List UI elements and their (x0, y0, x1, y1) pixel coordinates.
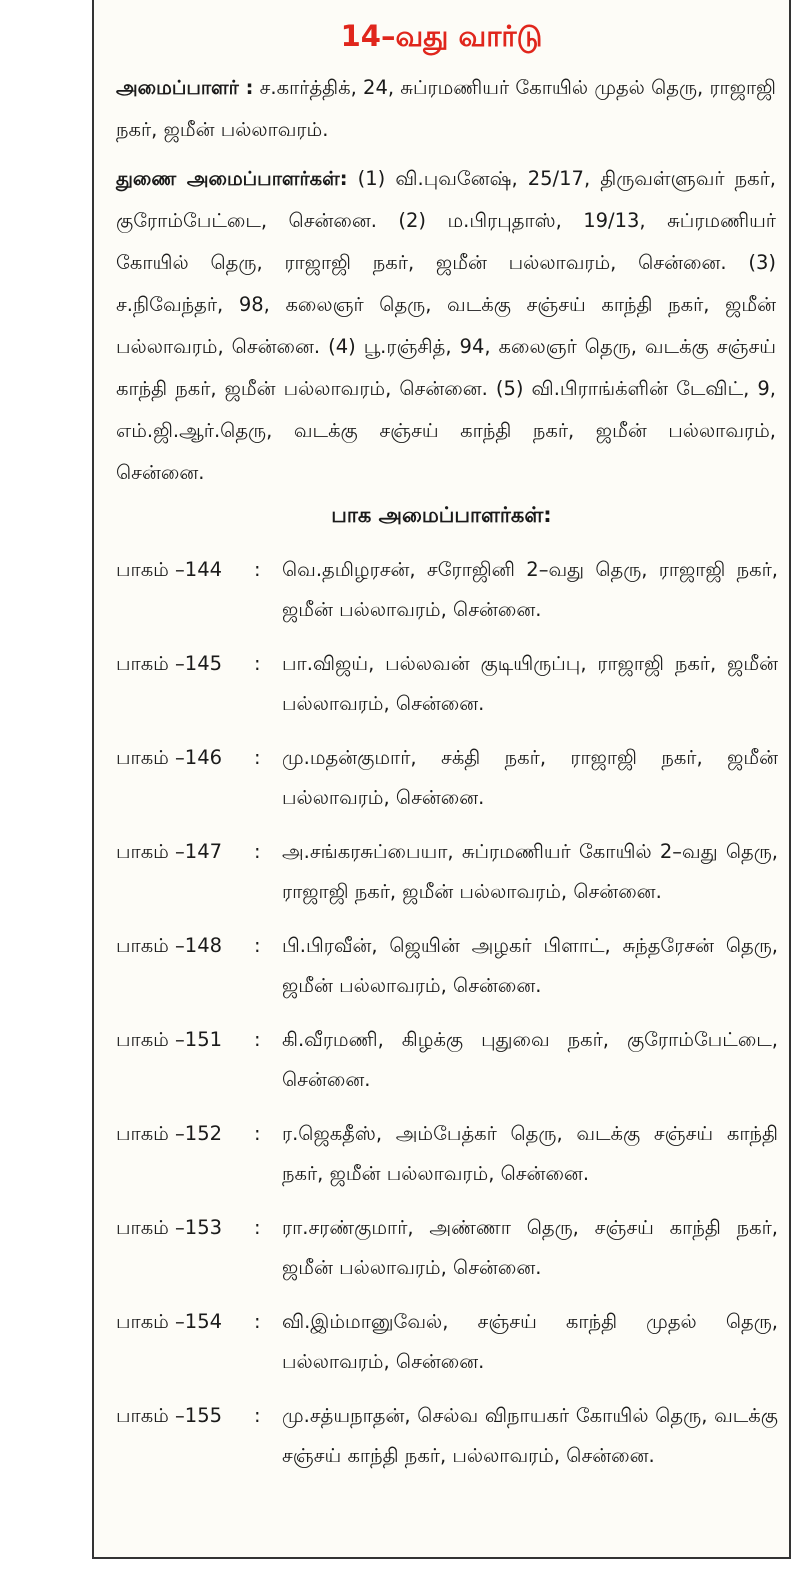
part-number: பாகம் –144 (116, 558, 223, 581)
list-item (116, 926, 778, 1006)
part-colon: : (254, 1028, 261, 1051)
part-organizer: வெ.தமிழரசன், சரோஜினி 2–வது தெரு, ராஜாஜி நகர், ஜமீன் பல்லாவரம், சென்னை. (282, 558, 778, 621)
list-item (116, 1114, 778, 1194)
part-colon: : (254, 1310, 261, 1333)
part-number: பாகம் –151 (116, 1028, 223, 1051)
part-number: பாகம் –153 (116, 1216, 223, 1239)
list-item (116, 1208, 778, 1288)
part-organizer: பி.பிரவீன், ஜெயின் அழகர் பிளாட், சுந்தரேசன் தெரு, ஜமீன் பல்லாவரம், சென்னை. (282, 934, 778, 997)
part-organizer: அ.சங்கரசுப்பையா, சுப்ரமணியர் கோயில் 2–வது தெரு, ராஜாஜி நகர், ஜமீன் பல்லாவரம், சென்னை. (282, 840, 778, 903)
part-organizer: மு.சத்யநாதன், செல்வ விநாயகர் கோயில் தெரு, வடக்கு சஞ்சய் காந்தி நகர், பல்லாவரம், சென்னை. (282, 1404, 778, 1467)
section-heading: பாக அமைப்பாளர்கள்: (331, 503, 552, 527)
part-colon: : (254, 1404, 261, 1427)
part-colon: : (254, 840, 261, 863)
ward-heading: 14–வது வார்டு (340, 19, 543, 53)
document-frame (92, 0, 791, 1559)
list-item (116, 1302, 778, 1382)
part-number: பாகம் –148 (116, 934, 223, 957)
organizer-label: அமைப்பாளர் : (116, 76, 254, 99)
part-number: பாகம் –146 (116, 746, 223, 769)
list-item (116, 550, 778, 630)
list-item (116, 644, 778, 724)
part-number: பாகம் –155 (116, 1404, 223, 1427)
part-number: பாகம் –145 (116, 652, 223, 675)
part-colon: : (254, 1216, 261, 1239)
part-colon: : (254, 558, 261, 581)
part-organizer: மு.மதன்குமார், சக்தி நகர், ராஜாஜி நகர், ஜமீன் பல்லாவரம், சென்னை. (282, 746, 778, 809)
deputies-text: (1) வி.புவனேஷ், 25/17, திருவள்ளுவர் நகர், குரோம்பேட்டை, சென்னை. (2) ம.பிரபுதாஸ், 19/13, சுப்ரமணியர் கோயில் தெரு, ராஜாஜி நகர், ஜமீன் பல்லாவரம், சென்னை. (3) ச.நிவேந்தர், 98, கலைஞர் தெரு, வடக்கு சஞ்சய் காந்தி நகர், ஜமீன் பல்லாவரம், சென்னை. (4) பூ.ரஞ்சித், 94, கலைஞர் தெரு, வடக்கு சஞ்சய் காந்தி நகர், ஜமீன் பல்லாவரம், சென்னை. (5) வி.பிராங்க்ளின் டேவிட், 9, எம்.ஜி.ஆர்.தெரு, வடக்கு சஞ்சய் காந்தி நகர், ஜமீன் பல்லாவரம், சென்னை. (116, 167, 776, 484)
part-number: பாகம் –152 (116, 1122, 223, 1145)
part-number: பாகம் –154 (116, 1310, 223, 1333)
part-colon: : (254, 746, 261, 769)
part-colon: : (254, 652, 261, 675)
part-colon: : (254, 1122, 261, 1145)
list-item (116, 1396, 778, 1476)
deputies-paragraph (116, 158, 776, 494)
organizer-paragraph (116, 67, 776, 151)
part-organizer: கி.வீரமணி, கிழக்கு புதுவை நகர், குரோம்பேட்டை, சென்னை. (282, 1028, 778, 1091)
organizer-text: ச.கார்த்திக், 24, சுப்ரமணியர் கோயில் முதல் தெரு, ராஜாஜி நகர், ஜமீன் பல்லாவரம். (116, 76, 776, 141)
parts-list (116, 550, 778, 1490)
list-item (116, 832, 778, 912)
list-item (116, 1020, 778, 1100)
part-organizer: வி.இம்மானுவேல், சஞ்சய் காந்தி முதல் தெரு, பல்லாவரம், சென்னை. (282, 1310, 778, 1373)
part-organizer: பா.விஜய், பல்லவன் குடியிருப்பு, ராஜாஜி நகர், ஜமீன் பல்லாவரம், சென்னை. (282, 652, 778, 715)
part-number: பாகம் –147 (116, 840, 223, 863)
part-organizer: ரா.சரண்குமார், அண்ணா தெரு, சஞ்சய் காந்தி நகர், ஜமீன் பல்லாவரம், சென்னை. (282, 1216, 778, 1279)
list-item (116, 738, 778, 818)
part-colon: : (254, 934, 261, 957)
part-organizer: ர.ஜெகதீஸ், அம்பேத்கர் தெரு, வடக்கு சஞ்சய் காந்தி நகர், ஜமீன் பல்லாவரம், சென்னை. (282, 1122, 778, 1185)
deputies-label: துணை அமைப்பாளர்கள்: (116, 167, 348, 190)
